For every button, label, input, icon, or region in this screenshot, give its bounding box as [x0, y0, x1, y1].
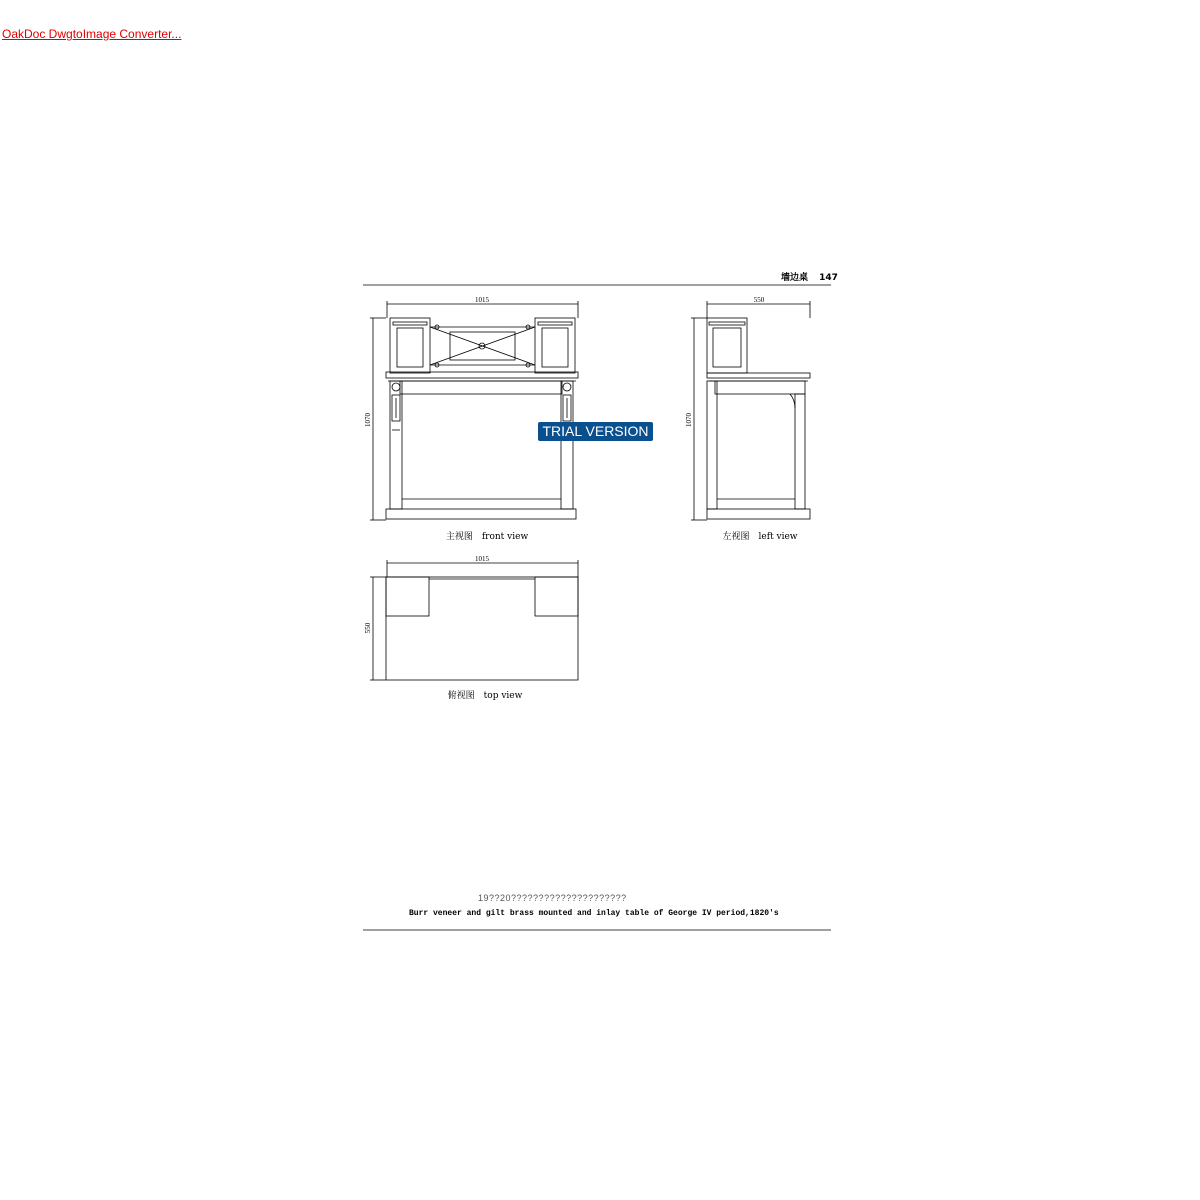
converter-link[interactable]: OakDoc DwgtoImage Converter... [2, 27, 182, 41]
header-title: 墙边桌 [781, 273, 809, 283]
front-view-caption: 主视图 front view [445, 532, 529, 542]
english-caption: Burr veneer and gilt brass mounted and inlay table of George IV period,1820's [409, 909, 779, 918]
source-text: 19??20????????????????????? [478, 893, 627, 903]
top-view-caption: 俯视图 top view [447, 691, 523, 701]
top-depth-dim: 550 [364, 622, 372, 634]
front-width-dim: 1015 [475, 296, 489, 304]
page-number: 147 [819, 273, 838, 283]
left-width-dim: 550 [753, 296, 765, 304]
top-view-drawing [370, 560, 578, 680]
left-view-drawing [691, 301, 810, 520]
front-view-drawing [370, 301, 578, 520]
left-view-caption: 左视图 left view [722, 532, 798, 542]
front-height-dim: 1070 [364, 413, 372, 427]
top-width-dim: 1015 [475, 555, 489, 563]
left-height-dim: 1070 [685, 413, 693, 427]
trial-watermark: TRIAL VERSION [538, 422, 653, 441]
